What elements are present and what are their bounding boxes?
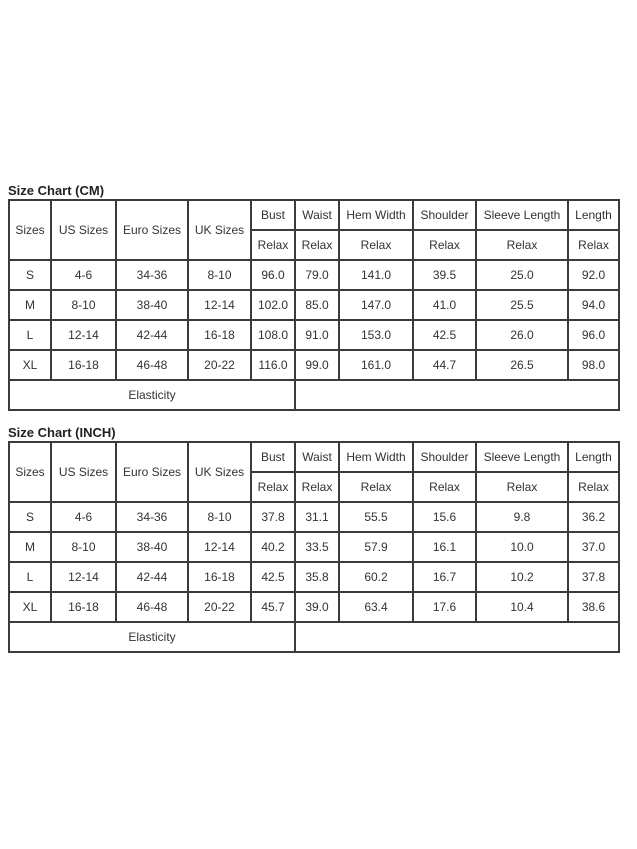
cell-sleeve: 26.0 <box>476 320 568 350</box>
cell-waist: 85.0 <box>295 290 339 320</box>
header-sleeve-length: Sleeve Length <box>476 442 568 472</box>
chart-title: Size Chart (INCH) <box>8 425 116 440</box>
cell-size: L <box>9 320 51 350</box>
size-table <box>8 441 620 653</box>
subheader-relax: Relax <box>339 472 413 502</box>
cell-uk: 8-10 <box>188 502 251 532</box>
cell-bust: 102.0 <box>251 290 295 320</box>
cell-bust: 40.2 <box>251 532 295 562</box>
header-bust: Bust <box>251 200 295 230</box>
cell-uk: 12-14 <box>188 290 251 320</box>
cell-us: 4-6 <box>51 502 116 532</box>
elasticity-label: Elasticity <box>9 622 295 652</box>
cell-length: 37.8 <box>568 562 619 592</box>
cell-size: S <box>9 260 51 290</box>
header-us-sizes: US Sizes <box>51 200 116 260</box>
cell-bust: 108.0 <box>251 320 295 350</box>
table-row <box>9 532 619 562</box>
cell-waist: 91.0 <box>295 320 339 350</box>
cell-size: S <box>9 502 51 532</box>
cell-hem: 57.9 <box>339 532 413 562</box>
cell-us: 16-18 <box>51 350 116 380</box>
cell-shoulder: 44.7 <box>413 350 476 380</box>
header-sizes: Sizes <box>9 200 51 260</box>
header-hem-width: Hem Width <box>339 442 413 472</box>
cell-euro: 46-48 <box>116 350 188 380</box>
cell-waist: 99.0 <box>295 350 339 380</box>
table-row <box>9 350 619 380</box>
header-row <box>9 442 619 472</box>
cell-sleeve: 10.0 <box>476 532 568 562</box>
cell-us: 8-10 <box>51 290 116 320</box>
cell-sleeve: 26.5 <box>476 350 568 380</box>
cell-shoulder: 41.0 <box>413 290 476 320</box>
subheader-relax: Relax <box>295 472 339 502</box>
cell-bust: 45.7 <box>251 592 295 622</box>
elasticity-value <box>295 380 619 410</box>
cell-sleeve: 10.4 <box>476 592 568 622</box>
subheader-relax: Relax <box>476 472 568 502</box>
cell-size: L <box>9 562 51 592</box>
cell-sleeve: 9.8 <box>476 502 568 532</box>
cell-euro: 38-40 <box>116 532 188 562</box>
size-chart-inch <box>8 425 618 653</box>
size-table <box>8 199 620 411</box>
header-waist: Waist <box>295 200 339 230</box>
elasticity-row <box>9 380 619 410</box>
subheader-relax: Relax <box>339 230 413 260</box>
subheader-relax: Relax <box>251 230 295 260</box>
cell-shoulder: 16.7 <box>413 562 476 592</box>
header-shoulder: Shoulder <box>413 200 476 230</box>
cell-sleeve: 10.2 <box>476 562 568 592</box>
size-chart-cm <box>8 183 618 411</box>
cell-length: 36.2 <box>568 502 619 532</box>
cell-hem: 147.0 <box>339 290 413 320</box>
header-shoulder: Shoulder <box>413 442 476 472</box>
cell-uk: 12-14 <box>188 532 251 562</box>
header-sizes: Sizes <box>9 442 51 502</box>
cell-size: XL <box>9 592 51 622</box>
table-row <box>9 290 619 320</box>
cell-shoulder: 17.6 <box>413 592 476 622</box>
cell-bust: 42.5 <box>251 562 295 592</box>
chart-title: Size Chart (CM) <box>8 183 105 198</box>
header-euro-sizes: Euro Sizes <box>116 442 188 502</box>
cell-euro: 34-36 <box>116 502 188 532</box>
cell-bust: 37.8 <box>251 502 295 532</box>
cell-shoulder: 16.1 <box>413 532 476 562</box>
cell-euro: 42-44 <box>116 562 188 592</box>
cell-euro: 46-48 <box>116 592 188 622</box>
header-length: Length <box>568 200 619 230</box>
header-bust: Bust <box>251 442 295 472</box>
subheader-relax: Relax <box>413 230 476 260</box>
cell-size: M <box>9 532 51 562</box>
cell-shoulder: 42.5 <box>413 320 476 350</box>
cell-waist: 39.0 <box>295 592 339 622</box>
cell-sleeve: 25.0 <box>476 260 568 290</box>
subheader-relax: Relax <box>568 472 619 502</box>
cell-waist: 31.1 <box>295 502 339 532</box>
header-hem-width: Hem Width <box>339 200 413 230</box>
cell-sleeve: 25.5 <box>476 290 568 320</box>
cell-us: 12-14 <box>51 320 116 350</box>
cell-shoulder: 15.6 <box>413 502 476 532</box>
cell-hem: 153.0 <box>339 320 413 350</box>
subheader-relax: Relax <box>476 230 568 260</box>
header-uk-sizes: UK Sizes <box>188 200 251 260</box>
cell-euro: 34-36 <box>116 260 188 290</box>
header-sleeve-length: Sleeve Length <box>476 200 568 230</box>
header-length: Length <box>568 442 619 472</box>
cell-length: 94.0 <box>568 290 619 320</box>
cell-uk: 16-18 <box>188 320 251 350</box>
cell-hem: 63.4 <box>339 592 413 622</box>
cell-uk: 20-22 <box>188 592 251 622</box>
header-row <box>9 200 619 230</box>
elasticity-row <box>9 622 619 652</box>
cell-length: 37.0 <box>568 532 619 562</box>
cell-waist: 35.8 <box>295 562 339 592</box>
header-uk-sizes: UK Sizes <box>188 442 251 502</box>
table-row <box>9 562 619 592</box>
cell-uk: 8-10 <box>188 260 251 290</box>
cell-hem: 60.2 <box>339 562 413 592</box>
subheader-relax: Relax <box>295 230 339 260</box>
cell-us: 8-10 <box>51 532 116 562</box>
cell-bust: 116.0 <box>251 350 295 380</box>
cell-bust: 96.0 <box>251 260 295 290</box>
cell-waist: 79.0 <box>295 260 339 290</box>
cell-euro: 38-40 <box>116 290 188 320</box>
cell-size: M <box>9 290 51 320</box>
cell-length: 96.0 <box>568 320 619 350</box>
cell-hem: 161.0 <box>339 350 413 380</box>
header-us-sizes: US Sizes <box>51 442 116 502</box>
cell-shoulder: 39.5 <box>413 260 476 290</box>
cell-us: 4-6 <box>51 260 116 290</box>
cell-waist: 33.5 <box>295 532 339 562</box>
subheader-relax: Relax <box>568 230 619 260</box>
cell-hem: 55.5 <box>339 502 413 532</box>
cell-hem: 141.0 <box>339 260 413 290</box>
cell-length: 98.0 <box>568 350 619 380</box>
subheader-relax: Relax <box>251 472 295 502</box>
header-euro-sizes: Euro Sizes <box>116 200 188 260</box>
subheader-relax: Relax <box>413 472 476 502</box>
table-row <box>9 592 619 622</box>
cell-us: 16-18 <box>51 592 116 622</box>
cell-us: 12-14 <box>51 562 116 592</box>
table-row <box>9 260 619 290</box>
header-waist: Waist <box>295 442 339 472</box>
cell-uk: 16-18 <box>188 562 251 592</box>
cell-uk: 20-22 <box>188 350 251 380</box>
cell-length: 92.0 <box>568 260 619 290</box>
elasticity-label: Elasticity <box>9 380 295 410</box>
table-row <box>9 502 619 532</box>
table-row <box>9 320 619 350</box>
cell-euro: 42-44 <box>116 320 188 350</box>
cell-size: XL <box>9 350 51 380</box>
cell-length: 38.6 <box>568 592 619 622</box>
elasticity-value <box>295 622 619 652</box>
